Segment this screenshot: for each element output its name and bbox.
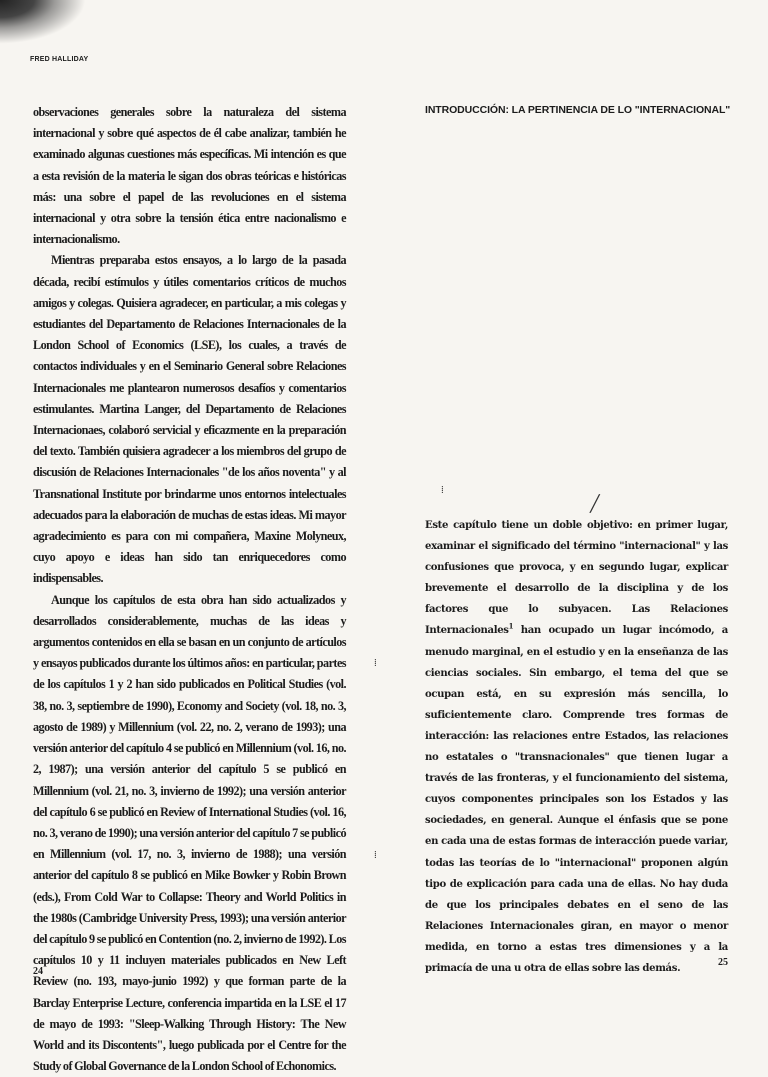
footnote-ref: 1 — [508, 622, 514, 632]
right-page-text — [425, 515, 728, 979]
margin-mark: ⁞ — [374, 658, 377, 669]
body-text: han ocupado un lugar incómodo, a menudo marginal, en el estudio y en la enseñanza de las ciencias sociales. Sin embargo, el tema del que se ocupan está, en su expresión más sencilla, lo suficientemente claro. Comprende tres formas de interacción: las relaciones entre Estados, las relaciones no estatales o "transnacionales" que tienen lugar a través de las fronteras, y el funcionamiento del sistema, cuyos componentes principales son los Estados y las sociedades, en general. Aunque el énfasis que se pone en cada una de estas formas de interacción puede variar, todas las teorías de lo "internacional" proponen algún tipo de explicación para cada una de ellas. No hay duda de que los principales debates en el seno de las Relaciones Internacionales giran, en mayor o menor medida, en torno a estas tres dimensiones y a la primacía de una u otra de ellas sobre las demás. — [425, 625, 728, 974]
margin-mark: ⁞ — [374, 850, 377, 861]
chapter-title: INTRODUCCIÓN: LA PERTINENCIA DE LO "INTERNACIONAL" — [425, 104, 731, 116]
scan-shadow — [0, 0, 86, 44]
left-paragraph: Aunque los capítulos de esta obra han sido actualizados y desarrollados considerablemente, muchas de las ideas y argumentos contenidos en ella se basan en un conjunto de artículos y ensayos publicados durante los últimos años: en particular, partes de los capítulos 1 y 2 han sido publicados en Political Studies (vol. 38, no. 3, septiembre de 1990), Economy and Society (vol. 18, no. 3, agosto de 1989) y Millennium (vol. 22, no. 2, verano de 1993); una versión anterior del capítulo 4 se publicó en Millennium (vol. 16, no. 2, 1987); una versión anterior del capítulo 5 se publicó en Millennium (vol. 21, no. 3, invierno de 1992); una versión anterior del capítulo 6 se publicó en Review of International Studies (vol. 16, no. 3, verano de 1990); una versión anterior del capítulo 7 se publicó en Millennium (vol. 17, no. 3, invierno de 1988); una versión anterior del capítulo 8 se publicó en Mike Bowker y Robin Brown (eds.), From Cold War to Collapse: Theory and World Politics in the 1980s (Cambridge University Press, 1993); una versión anterior del capítulo 9 se publicó en Contention (no. 2, invierno de 1992). Los capítulos 10 y 11 incluyen materiales publicados en New Left Review (no. 193, mayo-junio 1992) y que forman parte de la Barclay Enterprise Lecture, conferencia impartida en la LSE el 17 de mayo de 1993: "Sleep-Walking Through History: The New World and its Discontents", luego publicada por el Centre for the Study of Global Governance de la London School of Echonomics. — [33, 592, 346, 1074]
left-page-text — [33, 102, 346, 1077]
left-paragraph: observaciones generales sobre la naturaleza del sistema internacional y sobre qué aspectos de él cabe analizar, también he examinado algunas cuestiones más específicas. Mi intención es que a esta revisión de la materia le sigan dos obras teóricas e históricas más: una sobre el papel de las revoluciones en el sistema internacional y otra sobre la tensión ética entre nacionalismo e internacionalismo. — [33, 105, 346, 247]
body-text: Este capítulo tiene un doble objetivo: en primer lugar, examinar el significado del término "internacional" y las confusiones que provoca, y en segundo lugar, explicar brevemente el desarrollo de la disciplina y de los factores que lo subyacen. Las Relaciones Internacionales — [425, 520, 728, 637]
page-number-right: 25 — [718, 957, 728, 968]
right-paragraph — [425, 515, 728, 979]
running-head-author: FRED HALLIDAY — [30, 56, 89, 63]
left-paragraph: Mientras preparaba estos ensayos, a lo largo de la pasada década, recibí estímulos y útiles comentarios críticos de muchos amigos y colegas. Quisiera agradecer, en particular, a mis colegas y estudiantes del Departamento de Relaciones Internacionales de la London School of Economics (LSE), los cuales, a través de contactos individuales y en el Seminario General sobre Relaciones Internacionales me plantearon numerosos desafíos y comentarios estimulantes. Martina Langer, del Departamento de Relaciones Internacionaes, colaboró servicial y eficazmente en la preparación del texto. También quisiera agradecer a los miembros del grupo de discusión de Relaciones Internacionales "de los años noventa" y al Transnational Institute por brindarme unos entornos intelectuales adecuados para la elaboración de muchas de estas ideas. Mi mayor agradecimiento es para con mi compañera, Maxine Molyneux, cuyo apoyo e ideas han sido tan enriquecedores como indispensables. — [33, 253, 346, 586]
margin-mark: ⁞ — [441, 485, 444, 496]
pencil-mark: ╱ — [590, 496, 600, 513]
page-number-left: 24 — [33, 966, 43, 977]
